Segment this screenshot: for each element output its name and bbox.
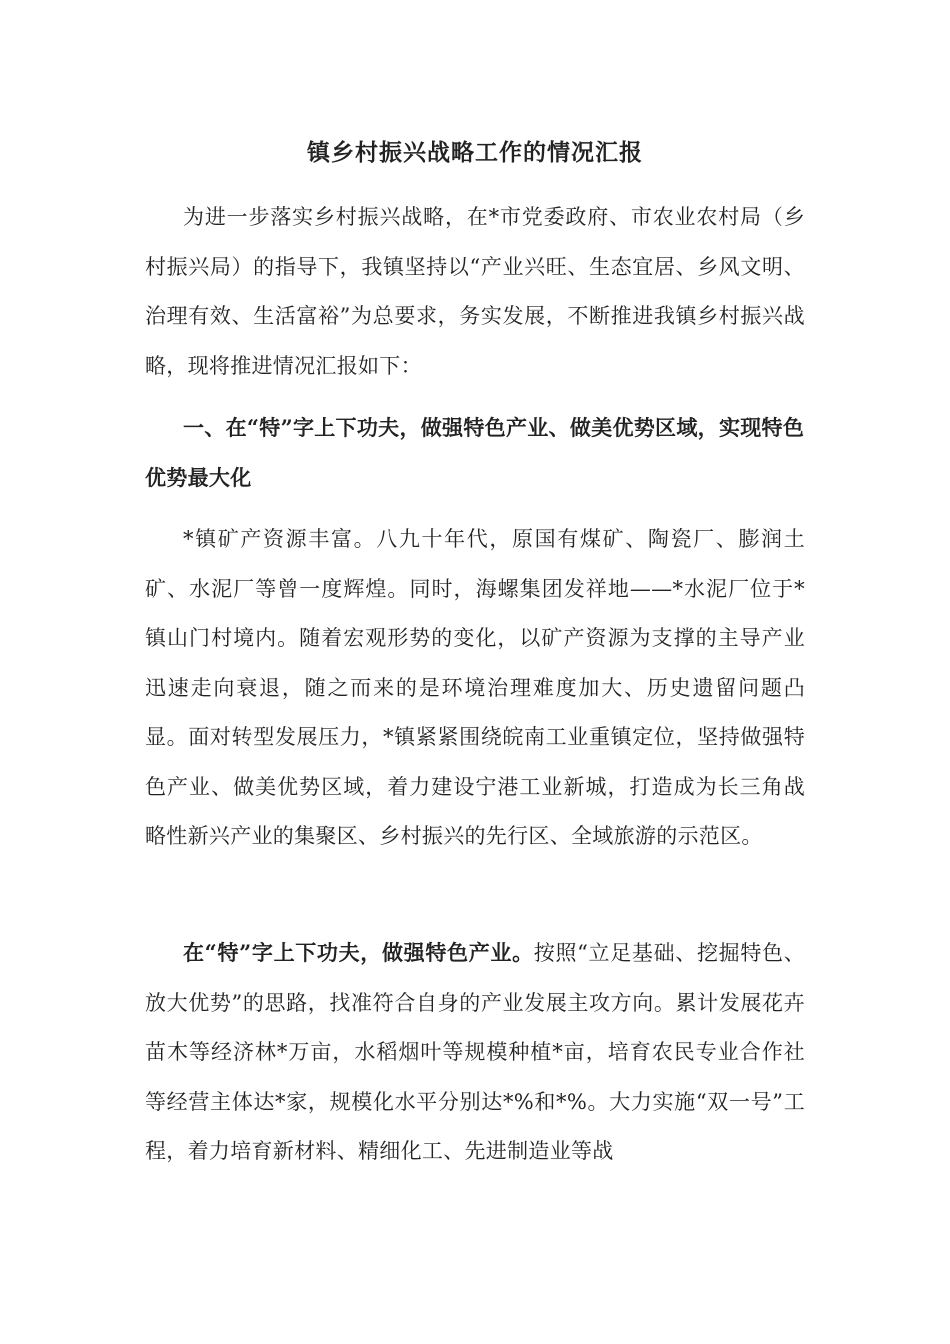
intro-paragraph: 为进一步落实乡村振兴战略，在*市党委政府、市农业农村局（乡村振兴局）的指导下，我镇坚持以“产业兴旺、生态宜居、乡风文明、治理有效、生活富裕”为总要求，务实发展，不断推进我镇乡村振兴战略，现将推进情况汇报如下：: [145, 205, 805, 378]
subsection-body: 按照“立足基础、挖掘特色、放大优势”的思路，找准符合自身的产业发展主攻方向。累计发展花卉苗木等经济林*万亩，水稻烟叶等规模种植*亩，培育农民专业合作社等经营主体达*家，规模化水平分别达*%和*%。大力实施“双一号”工程，着力培育新材料、精细化工、先进制造业等战: [145, 941, 805, 1163]
document-title: 镇乡村振兴战略工作的情况汇报: [307, 139, 643, 166]
section-body-paragraph: *镇矿产资源丰富。八九十年代，原国有煤矿、陶瓷厂、膨润土矿、水泥厂等曾一度辉煌。同时，海螺集团发祥地——*水泥厂位于*镇山门村境内。随着宏观形势的变化，以矿产资源为支撑的主导产业迅速走向衰退，随之而来的是环境治理难度加大、历史遗留问题凸显。面对转型发展压力，*镇紧紧围绕皖南工业重镇定位，坚持做强特色产业、做美优势区域，着力建设宁港工业新城，打造成为长三角战略性新兴产业的集聚区、乡村振兴的先行区、全域旅游的示范区。: [145, 527, 805, 848]
subsection-paragraph: [145, 928, 805, 1177]
section-heading: 一、在“特”字上下功夫，做强特色产业、做美优势区域，实现特色优势最大化: [145, 415, 805, 490]
subsection-lead: 在“特”字上下功夫，做强特色产业。: [183, 940, 534, 965]
